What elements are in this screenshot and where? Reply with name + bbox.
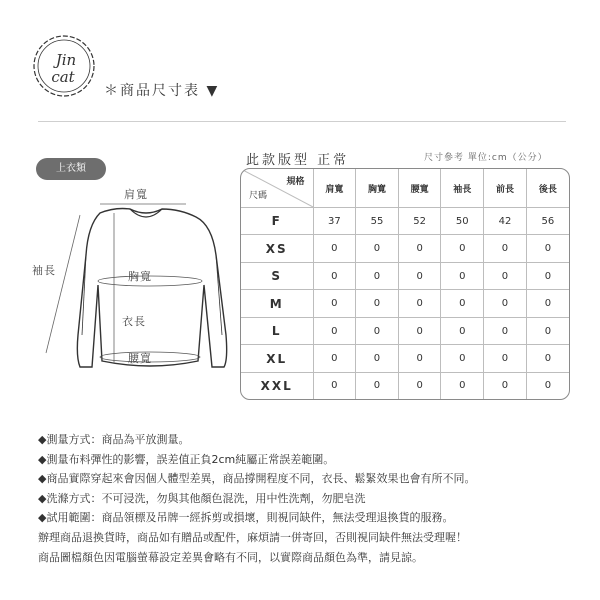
note-line: ◆測量方式：商品為平放測量。 — [38, 433, 190, 446]
corner-label-size: 尺碼 — [249, 191, 268, 201]
table-cell: 0 — [526, 317, 569, 344]
header-divider — [38, 121, 566, 122]
table-row — [241, 345, 569, 372]
care-notes — [38, 430, 578, 567]
table-cell: 0 — [398, 345, 441, 372]
column-header: 胸寬 — [356, 169, 399, 208]
label-chest: 胸寬 — [128, 270, 152, 283]
table-cell: 0 — [398, 317, 441, 344]
table-cell: 0 — [441, 372, 484, 399]
table-cell: 0 — [526, 262, 569, 289]
brand-logo — [30, 32, 98, 100]
table-cell: 0 — [441, 290, 484, 317]
table-cell: 0 — [398, 372, 441, 399]
logo-text-line1: Jin — [55, 51, 77, 69]
note-line: ◆試用範圍：商品領標及吊牌一經拆剪或損壞，則視同缺件，無法受理退換貨的服務。 — [38, 511, 454, 525]
table-cell: 0 — [526, 290, 569, 317]
size-label: S — [241, 262, 313, 289]
table-cell: 0 — [484, 262, 527, 289]
table-cell: 0 — [356, 372, 399, 399]
table-cell: 0 — [313, 290, 356, 317]
table-row — [241, 208, 569, 235]
column-header: 袖長 — [441, 169, 484, 208]
table-cell: 0 — [313, 317, 356, 344]
table-cell: 0 — [441, 345, 484, 372]
table-cell: 0 — [356, 317, 399, 344]
table-cell: 55 — [356, 208, 399, 235]
table-cell: 0 — [398, 235, 441, 262]
label-waist: 腰寬 — [128, 352, 152, 365]
table-cell: 0 — [484, 345, 527, 372]
note-line: 商品圖檔顏色因電腦螢幕設定差異會略有不同，以實際商品顏色為準，請見諒。 — [38, 550, 423, 564]
column-header: 前長 — [484, 169, 527, 208]
table-row — [241, 262, 569, 289]
table-row — [241, 290, 569, 317]
table-cell: 0 — [484, 235, 527, 262]
page-title: ＊商品尺寸表 ▼ — [104, 83, 220, 99]
table-cell: 50 — [441, 208, 484, 235]
table-cell: 56 — [526, 208, 569, 235]
table-cell: 0 — [526, 345, 569, 372]
table-cell: 0 — [398, 262, 441, 289]
table-cell: 0 — [441, 235, 484, 262]
table-cell: 0 — [526, 235, 569, 262]
logo-text-line2: cat — [51, 68, 75, 86]
size-table — [240, 168, 570, 400]
label-sleeve: 袖長 — [32, 264, 56, 277]
table-cell: 0 — [441, 262, 484, 289]
size-label: L — [241, 317, 313, 344]
table-cell: 0 — [484, 372, 527, 399]
table-cell: 0 — [441, 317, 484, 344]
table-cell: 0 — [356, 290, 399, 317]
table-cell: 42 — [484, 208, 527, 235]
column-header: 腰寬 — [398, 169, 441, 208]
table-row — [241, 235, 569, 262]
fit-heading: 此款版型 正常 — [246, 153, 350, 168]
table-row — [241, 317, 569, 344]
table-cell: 0 — [484, 290, 527, 317]
table-cell: 0 — [313, 262, 356, 289]
label-length: 衣長 — [122, 315, 146, 328]
size-label: XS — [241, 235, 313, 262]
table-header-row — [241, 169, 569, 208]
size-label: M — [241, 290, 313, 317]
corner-label-spec: 規格 — [286, 177, 305, 187]
table-cell: 0 — [356, 235, 399, 262]
size-label: XXL — [241, 372, 313, 399]
table-corner-cell — [241, 169, 313, 208]
table-cell: 0 — [398, 290, 441, 317]
category-badge: 上衣類 — [36, 158, 106, 180]
table-row — [241, 372, 569, 399]
table-cell: 0 — [526, 372, 569, 399]
table-cell: 37 — [313, 208, 356, 235]
note-line: ◆洗滌方式：不可浸洗，勿與其他顏色混洗，用中性洗劑，勿肥皂洗 — [38, 491, 366, 505]
unit-note: 尺寸參考 單位:cm（公分） — [424, 153, 548, 163]
table-cell: 0 — [313, 235, 356, 262]
table-cell: 0 — [356, 345, 399, 372]
size-label: XL — [241, 345, 313, 372]
note-line: ◆商品實際穿起來會因個人體型差異，商品撐開程度不同，衣長、鬆緊效果也會有所不同。 — [38, 472, 476, 486]
label-shoulder: 肩寬 — [124, 188, 148, 201]
column-header: 後長 — [526, 169, 569, 208]
note-line: ◆測量布料彈性的影響，誤差值正負2cm純屬正常誤差範圍。 — [38, 452, 335, 466]
note-line: 辦理商品退換貨時，商品如有贈品或配件，麻煩請一併寄回，否則視同缺件無法受理喔！ — [38, 530, 467, 544]
column-header: 肩寬 — [313, 169, 356, 208]
table-cell: 0 — [313, 372, 356, 399]
size-label: F — [241, 208, 313, 235]
table-cell: 52 — [398, 208, 441, 235]
table-cell: 0 — [356, 262, 399, 289]
table-cell: 0 — [484, 317, 527, 344]
table-cell: 0 — [313, 345, 356, 372]
